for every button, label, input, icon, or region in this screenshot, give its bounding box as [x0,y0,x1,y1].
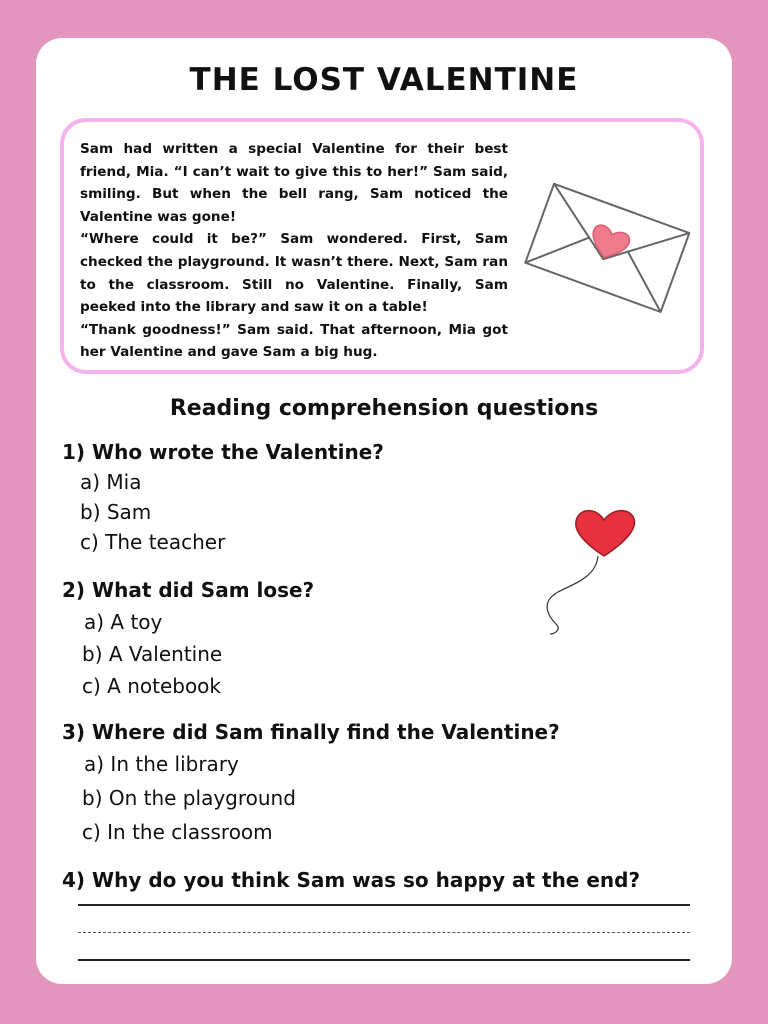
answer-option[interactable]: c) The teacher [80,530,226,554]
answer-option[interactable]: b) A Valentine [82,642,223,666]
question-4 [62,868,712,892]
section-heading: Reading comprehension questions [169,396,599,421]
answer-option[interactable]: c) A notebook [82,674,222,698]
answer-option[interactable]: b) On the playground [82,786,296,810]
question-text: 3) Where did Sam finally find the Valentine? [62,720,560,744]
heart-balloon-icon [536,500,646,640]
answer-line[interactable] [78,959,690,961]
envelope-heart-icon [522,178,694,314]
story-paragraph: Sam had written a special Valentine for their best friend, Mia. “I can’t wait to give this to her!” Sam said, smiling. But when the bell rang, Sam noticed the Valentine was gone! [80,141,508,225]
answer-option[interactable]: a) A toy [84,610,163,634]
question-text: 4) Why do you think Sam was so happy at the end? [62,868,641,892]
story-text [80,138,508,364]
story-paragraph: “Where could it be?” Sam wondered. First, Sam checked the playground. It wasn’t there. Next, Sam ran to the classroom. Still no Valentine. Finally, Sam peeked into the library and saw it on a table! [80,231,508,316]
worksheet-card [36,38,732,984]
answer-option[interactable]: c) In the classroom [82,820,273,844]
question-text: 2) What did Sam lose? [62,578,315,602]
answer-option[interactable]: b) Sam [80,500,152,524]
page-title: THE LOST VALENTINE [189,62,579,98]
answer-option[interactable]: a) In the library [84,752,239,776]
story-paragraph: “Thank goodness!” Sam said. That afternoon, Mia got her Valentine and gave Sam a big hug. [80,321,508,361]
answer-option[interactable]: a) Mia [80,470,142,494]
story-box [60,118,704,374]
question-3 [62,720,712,844]
answer-line-dashed[interactable] [78,932,690,933]
answer-lines[interactable] [78,904,690,961]
question-text: 1) Who wrote the Valentine? [62,440,384,464]
answer-line[interactable] [78,904,690,906]
